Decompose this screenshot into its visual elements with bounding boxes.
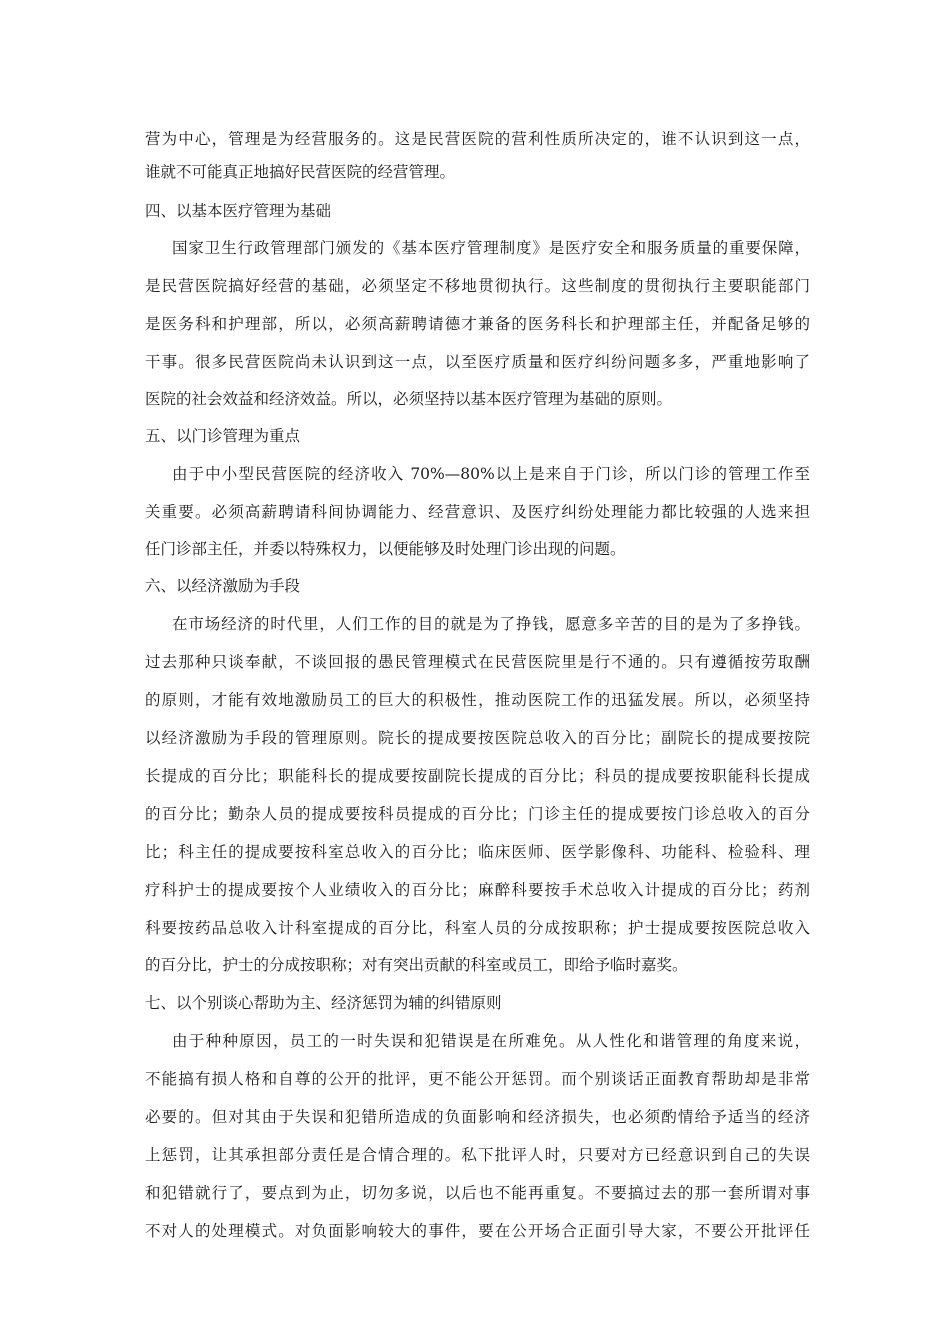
body-line: 任门诊部主任，并委以特殊权力，以便能够及时处理门诊出现的问题。 (145, 540, 626, 558)
body-line: 必要的。但对其由于失误和犯错所造成的负面影响和经济损失，也必须酌情给予适当的经济 (145, 1108, 810, 1126)
body-line: 营为中心，管理是为经营服务的。这是民营医院的营利性质所决定的，谁不认识到这一点， (145, 130, 810, 148)
body-line: 不对人的处理模式。对负面影响较大的事件，要在公开场合正面引导大家，不要公开批评任 (145, 1222, 810, 1240)
body-line: 不能搞有损人格和自尊的公开的批评，更不能公开惩罚。而个别谈话正面教育帮助却是非常 (145, 1070, 810, 1088)
body-line: 的原则，才能有效地激励员工的巨大的积极性，推动医院工作的迅猛发展。所以，必须坚持 (145, 691, 810, 709)
body-line: 是医务科和护理部，所以，必须高薪聘请德才兼备的医务科长和护理部主任，并配备足够的 (145, 315, 810, 333)
section-heading: 七、以个别谈心帮助为主、经济惩罚为辅的纠错原则 (145, 994, 502, 1012)
body-line: 上惩罚，让其承担部分责任是合情合理的。私下批评人时，只要对方已经意识到自己的失误 (145, 1146, 810, 1164)
body-line: 国家卫生行政管理部门颁发的《基本医疗管理制度》是医疗安全和服务质量的重要保障， (172, 239, 810, 257)
body-line: 比；科主任的提成要按科室总收入的百分比；临床医师、医学影像科、功能科、检验科、理 (145, 843, 810, 861)
body-line: 疗科护士的提成要按个人业绩收入的百分比；麻醉科要按手术总收入计提成的百分比；药剂 (145, 881, 810, 899)
body-line: 科要按药品总收入计科室提成的百分比，科室人员的分成按职称；护士提成要按医院总收入 (145, 919, 810, 937)
body-line: 过去那种只谈奉献，不谈回报的愚民管理模式在民营医院里是行不通的。只有遵循按劳取酬 (145, 653, 810, 671)
body-line: 和犯错就行了，要点到为止，切勿多说，以后也不能再重复。不要搞过去的那一套所谓对事 (145, 1184, 810, 1202)
section-heading: 四、以基本医疗管理为基础 (145, 202, 332, 220)
body-line: 的百分比，护士的分成按职称；对有突出贡献的科室或员工，即给予临时嘉奖。 (145, 956, 688, 974)
body-line: 是民营医院搞好经营的基础，必须坚定不移地贯彻执行。这些制度的贯彻执行主要职能部门 (145, 277, 810, 295)
body-line: 在市场经济的时代里，人们工作的目的就是为了挣钱，愿意多辛苦的目的是为了多挣钱。 (172, 615, 810, 633)
body-line: 关重要。必须高薪聘请科间协调能力、经营意识、及医疗纠纷处理能力都比较强的人选来担 (145, 503, 810, 521)
body-line: 医院的社会效益和经济效益。所以，必须坚持以基本医疗管理为基础的原则。 (145, 390, 673, 408)
body-line: 由于中小型民营医院的经济收入 70%—80%以上是来自于门诊，所以门诊的管理工作至 (172, 465, 810, 483)
body-line: 长提成的百分比；职能科长的提成要按副院长提成的百分比；科员的提成要按职能科长提成 (145, 767, 810, 785)
body-line: 干事。很多民营医院尚未认识到这一点，以至医疗质量和医疗纠纷问题多多，严重地影响了 (145, 353, 810, 371)
section-heading: 五、以门诊管理为重点 (145, 427, 301, 445)
section-heading: 六、以经济激励为手段 (145, 577, 301, 595)
body-line: 谁就不可能真正地搞好民营医院的经营管理。 (145, 163, 456, 181)
body-line: 的百分比；勤杂人员的提成要按科员提成的百分比；门诊主任的提成要按门诊总收入的百分 (145, 805, 810, 823)
body-line: 以经济激励为手段的管理原则。院长的提成要按医院总收入的百分比；副院长的提成要按院 (145, 729, 810, 747)
body-line: 由于种种原因，员工的一时失误和犯错误是在所难免。从人性化和谐管理的角度来说， (172, 1032, 810, 1050)
